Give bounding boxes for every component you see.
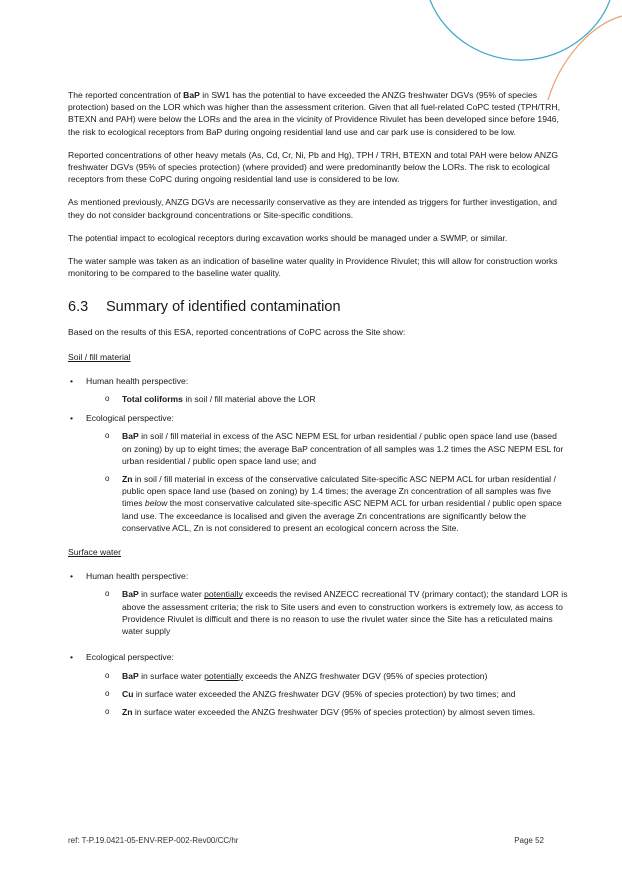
document-reference: ref: T-P.19.0421-05-ENV-REP-002-Rev00/CC/hr xyxy=(68,836,239,845)
list-item xyxy=(68,570,568,637)
sub-list-item xyxy=(86,670,568,682)
text: in SW1 has the potential to have exceeded the ANZG freshwater DGVs (95% of species protection) based on the LOR which was higher than the assessment criterion. Given that all fuel-related CoPC tested (TPH/TRH, BTEXN and PAH) were below the LORs and the area in the vicinity of Providence Rivulet has been developed since before 1946, the risk to ecological receptors from BaP during ongoing residential land use and car park use is considered to be low. xyxy=(68,90,560,137)
sub-list xyxy=(86,430,568,534)
bold-term: Zn xyxy=(122,706,133,717)
list-item xyxy=(68,651,568,718)
bullet-circle: o xyxy=(105,706,110,716)
paragraph-bap-sw1 xyxy=(68,89,568,138)
section-heading xyxy=(68,298,568,316)
text: in soil / fill material in excess of the ASC NEPM ESL for urban residential / public open space land use (based on zoning) by up to eight times; the average BaP concentration of all samples was 1.2 times the ASC NEPM ESL for urban residential / public open space land use; and xyxy=(122,431,564,466)
text: in surface water exceeded the ANZG freshwater DGV (95% of species protection) by two times; and xyxy=(133,688,516,699)
text: exceeds the revised ANZECC recreational TV (primary contact); the standard LOR is above the assessment criteria; the risk to Site users and even to construction workers is extremely low, as access to Providence Rivulet is difficult and there is no reason to use the rivulet water since the Site has a reticulated mains water supply xyxy=(122,589,568,637)
document-body xyxy=(68,89,568,725)
sub-list-item xyxy=(86,588,568,637)
list-item xyxy=(68,375,568,405)
sub-list-item xyxy=(86,430,568,467)
bold-term: BaP xyxy=(122,670,139,681)
section-number: 6.3 xyxy=(68,299,89,316)
paragraph-excavation: The potential impact to ecological receptors during excavation works should be managed under a SWMP, or similar. xyxy=(68,232,508,243)
bold-term: BaP xyxy=(183,90,200,100)
bold-term: Total coliforms xyxy=(122,394,183,405)
sub-list xyxy=(86,393,568,405)
sub-list-item xyxy=(86,473,568,534)
bold-term: BaP xyxy=(122,431,139,442)
subheading-surface-water: Surface water xyxy=(68,547,122,558)
text: in soil / fill material above the LOR xyxy=(182,394,316,405)
bullet-circle: o xyxy=(105,589,110,599)
water-list xyxy=(68,570,568,718)
section-title: Summary of identified contamination xyxy=(106,299,341,316)
list-item xyxy=(68,412,568,534)
bullet-disc: • xyxy=(70,375,74,386)
text: in surface water exceeded the ANZG freshwater DGV (95% of species protection) by almost seven times. xyxy=(132,706,536,717)
text: in surface water xyxy=(138,670,205,681)
list-label: Human health perspective: xyxy=(86,375,189,386)
page-number: Page 52 xyxy=(514,836,544,845)
text: in soil / fill material in excess of the conservative calculated Site-specific ASC NEPM ACL for urban residential / public open space land use (based on zoning) by 1.4 times; the average Zn concentration of all samples was five times xyxy=(122,474,556,509)
bullet-disc: • xyxy=(70,571,74,582)
bullet-circle: o xyxy=(105,394,110,404)
paragraph-water-sample: The water sample was taken as an indication of baseline water quality in Providence Rivulet; this will allow for construction works monitoring to be compared to the baseline water quality. xyxy=(68,256,558,279)
subheading-soil: Soil / fill material xyxy=(68,351,131,362)
sub-list-item xyxy=(86,706,568,718)
paragraph-heavy-metals: Reported concentrations of other heavy metals (As, Cd, Cr, Ni, Pb and Hg), TPH / TRH, BTEXN and total PAH were below ANZG freshwater DGVs (95% of species protection) (where provided) and were predominantly below the LORs. The risk to ecological receptors from these CoPC during ongoing residential land use is considered to be low. xyxy=(68,149,559,185)
bullet-circle: o xyxy=(105,670,110,680)
list-label: Ecological perspective: xyxy=(86,652,174,663)
sub-list-item xyxy=(86,688,568,700)
paragraph-anzg-conservative: As mentioned previously, ANZG DGVs are necessarily conservative as they are intended as triggers for further investigation, and they do not consider background concentrations or Site-specific conditions. xyxy=(68,197,557,220)
underlined-term: potentially xyxy=(204,589,243,600)
sub-list-item xyxy=(86,393,568,405)
section-intro: Based on the results of this ESA, reported concentrations of CoPC across the Site show: xyxy=(68,327,406,338)
decorative-arc-orange xyxy=(548,16,622,100)
text: the most conservative calculated site-specific ASC NEPM ACL for urban residential / public open space land use. The exceedance is localised and given the average Zn concentrations are significantly below the conservative ACL, Zn is not considered to present an ecological concern across the Site. xyxy=(122,498,562,533)
underlined-term: potentially xyxy=(204,670,243,681)
text: exceeds the ANZG freshwater DGV (95% of species protection) xyxy=(242,670,488,681)
text: in surface water xyxy=(138,589,205,600)
header-decoration xyxy=(0,0,622,100)
bullet-circle: o xyxy=(105,474,110,484)
bold-term: Zn xyxy=(122,474,133,485)
decorative-arc-teal xyxy=(430,0,610,60)
list-label: Ecological perspective: xyxy=(86,413,174,424)
bullet-disc: • xyxy=(70,652,74,663)
sub-list xyxy=(86,670,568,719)
bullet-disc: • xyxy=(70,413,74,424)
bullet-circle: o xyxy=(105,431,110,441)
list-label: Human health perspective: xyxy=(86,571,189,582)
bold-term: BaP xyxy=(122,589,139,600)
bullet-circle: o xyxy=(105,688,110,698)
italic-term: below xyxy=(144,498,168,509)
sub-list xyxy=(86,588,568,637)
text: The reported concentration of xyxy=(68,90,184,100)
bold-term: Cu xyxy=(122,688,134,699)
soil-list xyxy=(68,375,568,534)
